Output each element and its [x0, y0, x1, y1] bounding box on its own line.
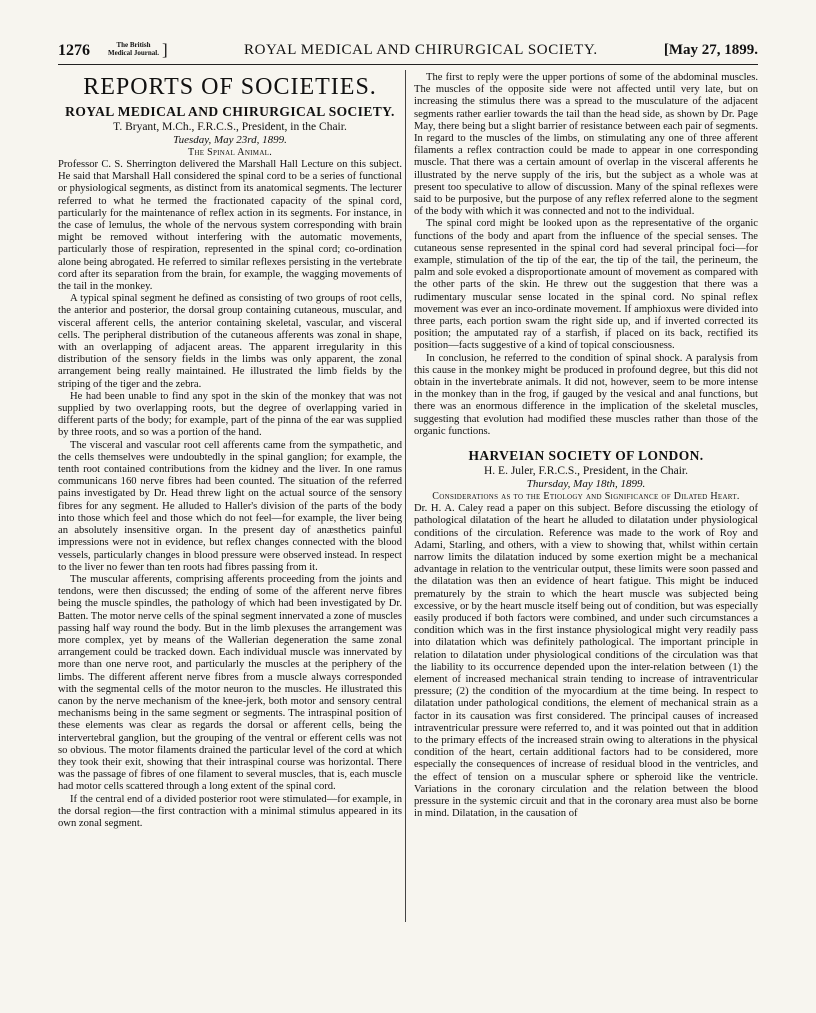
article-paragraph: Dr. H. A. Caley read a paper on this subject. Before discussing the etiology of pathological dilatation of the heart he alluded to dilatation under physiological conditions of the circulation. Reference was made to the work of Roy and Adami, Starling, and others, with a view to showing that, whilst within certain narrow limits the dilatation induced by some exertion might be a mechanical advantage in relation to the ventricular output, these limits were soon passed and the dilatation was then an evidence of heart fatigue. This might be induced prematurely by the strain to which the heart muscle was subjected being excessive, or by the heart muscle itself being out of condition, but was especially easily produced if both factors were combined, and under such circumstances a condition which was in the first instance physiological might very readily pass into dilatation which was definitely pathological. The important principle in relation to dilatation under physiological conditions of the circulation was that the liability to its occurrence depended upon the inter-relation between (1) the element of increased mechanical strain tending to increase of intraventricular pressure; (2) the condition of the myocardium at the time being. In respect to dilatation under pathological conditions, the element of mechanical strain as a factor in its causation was first considered. The principal causes of increased intraventricular pressure were referred to, and it was pointed out that in addition to the primary effects of the increased strain owing to alterations in the physical condition of the heart, certain additional factors had to be considered, more especially the consequences of increase of residual blood in the ventricles, and the effect of tension on a muscular sphere or spheroid like the ventricle. Variations in the coronary circulation and the relation between the blood pressure in the systemic circuit and that in the coronary area must also be borne in mind. Dilatation, in the causation of	[414, 503, 758, 820]
journal-name-line1: The British	[116, 41, 151, 49]
article-paragraph: The spinal cord might be looked upon as the representative of the organic functions of the body and apart from the influence of the special senses. The cutaneous sense represented in the spinal cord had several principal foci—for example, stimulation of the tip of the ear, the tip of the tail, the perineum, the palm and sole evoked a disproportionate amount of movement as compared with the other parts of the skin. He threw out the suggestion that there was a rudimentary muscular sense located in the spinal cord. No spinal reflex movement was ever an inco-ordinate movement. If amphioxus were divided into three parts, each portion swam the right side up, and if inverted corrected its position; the amputated ray of a starfish, if placed on its back, rectified its position—facts suggestive of a kind of topical consciousness.	[414, 218, 758, 352]
journal-name-line2: Medical Journal.	[108, 49, 159, 57]
article-paragraph: The muscular afferents, comprising afferents proceeding from the joints and tendons, were then discussed; the ending of some of the afferent nerve fibres being the muscle spindles, the pathology of which had been investigated by Dr. Batten. The motor nerve cells of the spinal segment innervated a zone of muscles passing half way round the body. But in the limb plexuses the arrangement was more complex, yet by means of the Wallerian degeneration the same zonal arrangement could be tracked down. Each individual muscle was innervated by more than one nerve root, and particularly the muscles at the periphery of the limbs. The different afferent nerve fibres from a muscle always corresponded with the segmental cells of the motor neuron to the muscles. He illustrated this canon by the nerve mechanism of the knee-jerk, both motor and sensory central mechanisms being in the same segment or segments. The intraspinal position of these elements was clear as regards the dorsal or afferent cells, being the intervertebral ganglion, but the grouping of the ventral or efferent cells was not so obvious. The motor filaments drained the particular level of the cord at which they took their exit, showing that their intraspinal course was horizontal. There was the passage of fibres of one filament to several muscles, that is, each muscle had motor cells scattered through a long extent of the spinal cord.	[58, 573, 402, 793]
meeting-date: Thursday, May 18th, 1899.	[526, 478, 646, 491]
paper-subject: The Spinal Animal.	[187, 147, 273, 158]
running-title: ROYAL MEDICAL AND CHIRURGICAL SOCIETY.	[244, 42, 598, 58]
chair-line: T. Bryant, M.Ch., F.R.C.S., President, in the Chair.	[113, 121, 347, 133]
section-title: REPORTS OF SOCIETIES.	[83, 74, 377, 100]
meeting-date: Tuesday, May 23rd, 1899.	[173, 134, 287, 146]
issue-date: [May 27, 1899.	[663, 42, 758, 58]
column-divider	[405, 70, 406, 922]
article-paragraph: Professor C. S. Sherrington delivered the Marshall Hall Lecture on this subject. He said that Marshall Hall considered the spinal cord to be a series of functional or physiological segments, as distinct from its anatomical segments. The lecturer referred to what he termed the fractionated capacity of the spinal cord, particularly for the maintenance of reflex action in its segments. For instance, in the case of lemulus, the whole of the nervous system corresponding with brain might be removed without interfering with the automatic movements, particularly those of respiration, represented in the spinal cord; co-ordination alone being abrogated. He referred to similar reflexes persisting in the vertebrate cord after its separation from the brain, for example, the wagging movements of the tail in the monkey.	[58, 159, 402, 293]
article-paragraph: The visceral and vascular root cell afferents came from the sympathetic, and the cells themselves were undoubtedly in the spinal ganglion; for example, the tenth root contained contributions from the kidney and the liver. In one ramus communicans 160 nerve fibres had been counted. The situation of the referred pains investigated by Dr. Head threw light on the actual source of the sensory fibres for any segment. He alluded to Haller's division of the parts of the body into those which feel and those which do not feel—for example, the liver being an absolutely insensitive organ. In the present day of anæsthetics painful impressions were not in evidence, but reflex changes connected with the blood vessels, particularly changes in blood pressure were observed instead. In respect to the liver no fewer than ten roots had fibres passing from it.	[58, 439, 402, 573]
header-bracket: ]	[162, 40, 168, 59]
right-column	[414, 72, 758, 922]
journal-name	[108, 41, 159, 57]
article-paragraph: He had been unable to find any spot in the skin of the monkey that was not supplied by two overlapping roots, but the degree of overlapping varied in different parts of the body; for example, part of the pinna of the ear was supplied by three roots, and so was a portion of the hand.	[58, 390, 402, 439]
running-header	[58, 40, 758, 65]
chair-line: H. E. Juler, F.R.C.S., President, in the Chair.	[483, 465, 689, 478]
society-heading-royal: ROYAL MEDICAL AND CHIRURGICAL SOCIETY.	[65, 104, 395, 119]
section-spacer	[414, 438, 758, 448]
left-column	[58, 72, 402, 922]
article-paragraph: In conclusion, he referred to the condition of spinal shock. A paralysis from this cause in the monkey might be produced in profound degree, but this did not obtain in the invertebrate animals. It did not, however, seem to be more intense in the monkey than in the frog, if gauged by the vesical and anal functions, but there was an enormous difference in the implication of the skeletal muscles, suggesting that evolution had modified these muscles rather than those of the organic functions.	[414, 352, 758, 437]
society-heading-harveian: HARVEIAN SOCIETY OF LONDON.	[468, 448, 704, 464]
article-paragraph: The first to reply were the upper portions of some of the abdominal muscles. The muscles of the opposite side were not affected until very late, but on increasing the stimulus there was a spread to the musculature of the adjacent segments rather earlier towards the tail than the head side, as shown by Dr. Page May, there being but a slight barrier of resistance between each pair of segments. In regard to the muscles of the limbs, on stimulating any one of three afferent filaments a reflex contraction could be made to appear in one corresponding muscle. That there was a certain amount of overlap in the visceral afferents he illustrated by the nerve supply of the iris, but the subject as a whole was at present too speculative to allow of discussion. Many of the spinal reflexes were said to be purposive, but the purpose of any reflex referred alone to the segment of the body with which it was connected and not to the individual.	[414, 72, 758, 218]
article-paragraph: If the central end of a divided posterior root were stimulated—for example, in the dorsal region—the first contraction with a minimal stimulus appeared in its own zonal segment.	[58, 793, 402, 829]
page-number: 1276	[58, 42, 90, 59]
paper-subject: Considerations as to the Etiology and Significance of Dilated Heart.	[432, 491, 740, 503]
article-paragraph: A typical spinal segment he defined as consisting of two groups of root cells, the anterior and posterior, the dorsal group containing cutaneous, muscular, and visceral afferent cells, the anterior containing skeletal, vascular, and visceral cells. The peripheral distribution of the cutaneous afferents was zonal in shape, with an overlapping of adjacent areas. The apparent irregularity in this distribution of the sensory fields in the limbs was only apparent, the zonal arrangement being really maintained. He illustrated the limb fields by the striping of the tiger and the zebra.	[58, 293, 402, 390]
